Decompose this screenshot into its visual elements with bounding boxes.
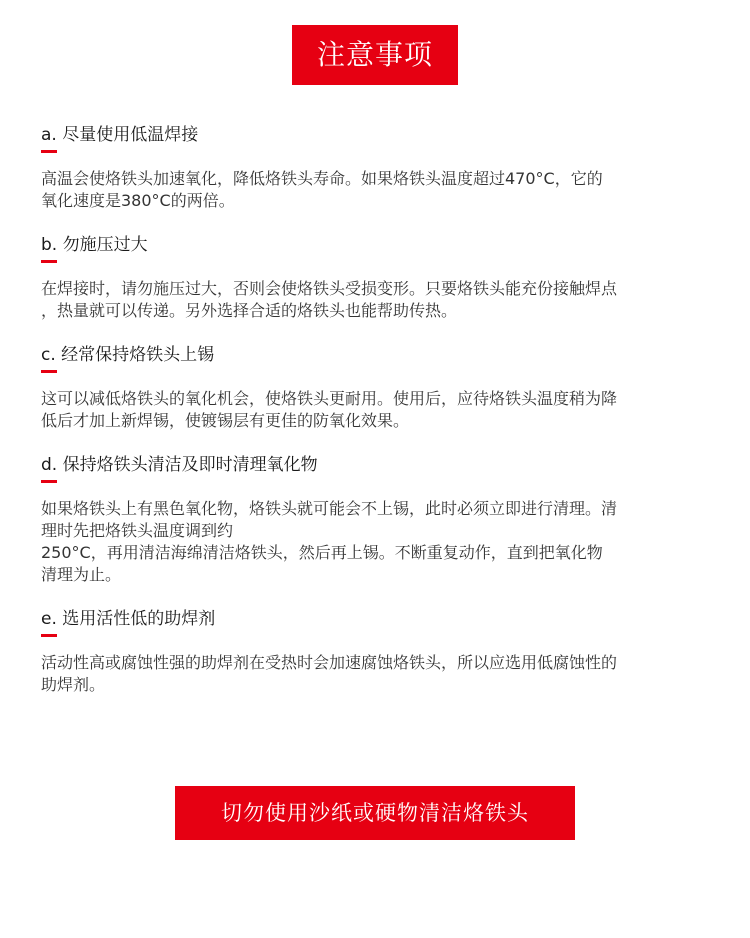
heading-underline bbox=[41, 260, 57, 263]
section-c bbox=[41, 344, 706, 432]
body-line: 氧化速度是380°C的两倍。 bbox=[41, 191, 235, 210]
section-body bbox=[41, 498, 706, 586]
section-body bbox=[41, 168, 706, 212]
section-heading: d. 保持烙铁头清洁及即时清理氧化物 bbox=[41, 455, 318, 475]
body-line: 这可以减低烙铁头的氧化机会，使烙铁头更耐用。使用后，应待烙铁头温度稍为降 bbox=[41, 389, 618, 408]
page-title: 注意事项 bbox=[292, 25, 458, 85]
section-heading: e. 选用活性低的助焊剂 bbox=[41, 609, 216, 629]
section-heading: c. 经常保持烙铁头上锡 bbox=[41, 345, 215, 365]
heading-underline bbox=[41, 634, 57, 637]
section-heading: b. 勿施压过大 bbox=[41, 235, 148, 255]
body-line: ，热量就可以传递。另外选择合适的烙铁头也能帮助传热。 bbox=[41, 301, 458, 320]
section-a bbox=[41, 124, 706, 212]
body-line: 250°C，再用清洁海绵清洁烙铁头，然后再上锡。不断重复动作，直到把氧化物 bbox=[41, 543, 603, 562]
body-line: 如果烙铁头上有黑色氧化物，烙铁头就可能会不上锡，此时必须立即进行清理。清 bbox=[41, 499, 618, 518]
heading-underline bbox=[41, 150, 57, 153]
body-line: 理时先把烙铁头温度调到约 bbox=[41, 521, 234, 540]
body-line: 助焊剂。 bbox=[41, 675, 106, 694]
heading-underline bbox=[41, 480, 57, 483]
section-e bbox=[41, 608, 706, 696]
body-line: 清理为止。 bbox=[41, 565, 122, 584]
section-body bbox=[41, 388, 706, 432]
heading-underline bbox=[41, 370, 57, 373]
body-line: 在焊接时，请勿施压过大，否则会使烙铁头受损变形。只要烙铁头能充份接触焊点 bbox=[41, 279, 618, 298]
section-body bbox=[41, 278, 706, 322]
section-heading: a. 尽量使用低温焊接 bbox=[41, 125, 199, 145]
body-line: 活动性高或腐蚀性强的助焊剂在受热时会加速腐蚀烙铁头，所以应选用低腐蚀性的 bbox=[41, 653, 618, 672]
warning-banner: 切勿使用沙纸或硬物清洁烙铁头 bbox=[175, 786, 575, 840]
body-line: 低后才加上新焊锡，使镀锡层有更佳的防氧化效果。 bbox=[41, 411, 410, 430]
section-body bbox=[41, 652, 706, 696]
section-d bbox=[41, 454, 706, 586]
body-line: 高温会使烙铁头加速氧化，降低烙铁头寿命。如果烙铁头温度超过470°C，它的 bbox=[41, 169, 603, 188]
section-b bbox=[41, 234, 706, 322]
